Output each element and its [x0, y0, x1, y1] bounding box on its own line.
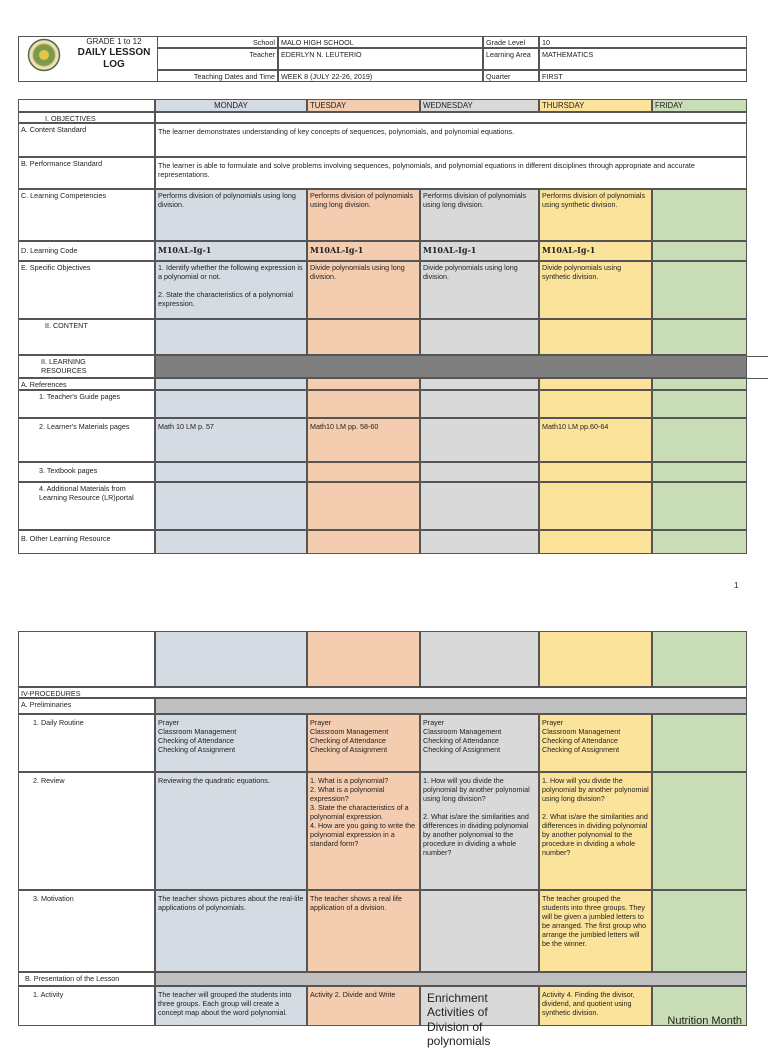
motivation-monday: The teacher shows pictures about the real-life applications of polynomials. — [155, 890, 307, 972]
other-resource-label: B. Other Learning Resource — [18, 530, 155, 554]
specific-objective-monday: 1. Identify whether the following expression is a polynomial or not. 2. State the characteristics of a polynomial expression. — [155, 261, 307, 319]
learners-materials-thursday: Math10 LM pp.60-64 — [539, 418, 652, 462]
specific-objective-tuesday: Divide polynomials using long division. — [307, 261, 420, 319]
content-standard-label: A. Content Standard — [18, 123, 155, 157]
presentation-label: B. Presentation of the Lesson — [18, 972, 155, 986]
teachers-guide-monday — [155, 390, 307, 418]
learning-code-thursday: M10AL-Ig-1 — [539, 241, 652, 261]
competency-friday — [652, 189, 747, 241]
motivation-wednesday — [420, 890, 539, 972]
additional-materials-label: 4. Additional Materials from Learning Resource (LR)portal — [18, 482, 155, 530]
motivation-tuesday: The teacher shows a real life application of a division. — [307, 890, 420, 972]
p2-top-wednesday — [420, 631, 539, 687]
procedures-heading: IV-PROCEDURES — [18, 687, 747, 698]
other-resource-friday — [652, 530, 747, 554]
review-tuesday: 1. What is a polynomial? 2. What is a polynomial expression? 3. State the characteristics of a polynomial expression. 4. How are you going to write the polynomial expression in a standard form? — [307, 772, 420, 890]
p2-top-thursday — [539, 631, 652, 687]
daily-routine-thursday: Prayer Classroom Management Checking of Attendance Checking of Assignment — [539, 714, 652, 772]
textbook-friday — [652, 462, 747, 482]
daily-routine-wednesday: Prayer Classroom Management Checking of Attendance Checking of Assignment — [420, 714, 539, 772]
daily-routine-monday: Prayer Classroom Management Checking of Attendance Checking of Assignment — [155, 714, 307, 772]
activity-wednesday: Enrichment Activities of Division of polynomials — [420, 986, 539, 1026]
references-tuesday — [307, 378, 420, 390]
learners-materials-tuesday: Math10 LM pp. 58-60 — [307, 418, 420, 462]
learning-resources-band — [155, 355, 747, 378]
p2-top-friday — [652, 631, 747, 687]
textbook-monday — [155, 462, 307, 482]
learners-materials-friday — [652, 418, 747, 462]
learning-code-label: D. Learning Code — [18, 241, 155, 261]
additional-materials-wednesday — [420, 482, 539, 530]
teacher-label: Teacher — [157, 48, 278, 70]
grade-level-label: Grade Level — [483, 36, 539, 48]
quarter-label: Quarter — [483, 70, 539, 82]
additional-materials-friday — [652, 482, 747, 530]
competency-wednesday: Performs division of polynomials using long division. — [420, 189, 539, 241]
textbook-tuesday — [307, 462, 420, 482]
learners-materials-monday: Math 10 LM p. 57 — [155, 418, 307, 462]
day-header-tuesday: TUESDAY — [307, 99, 420, 112]
dates-value: WEEK 8 (JULY 22-26, 2019) — [278, 70, 483, 82]
p2-top-tuesday — [307, 631, 420, 687]
competency-tuesday: Performs division of polynomials using long division. — [307, 189, 420, 241]
resources-rule-bottom — [747, 378, 768, 379]
day-header-blank — [18, 99, 155, 112]
teachers-guide-label: 1. Teacher's Guide pages — [18, 390, 155, 418]
additional-materials-monday — [155, 482, 307, 530]
dates-label: Teaching Dates and Time — [157, 70, 278, 82]
motivation-thursday: The teacher grouped the students into three groups. They will be given a jumbled letters to be arranged. The first group who arrange the jumbled letters will be the winner. — [539, 890, 652, 972]
specific-objective-thursday: Divide polynomials using synthetic division. — [539, 261, 652, 319]
other-resource-thursday — [539, 530, 652, 554]
daily-routine-friday — [652, 714, 747, 772]
review-label: 2. Review — [18, 772, 155, 890]
additional-materials-tuesday — [307, 482, 420, 530]
content-monday — [155, 319, 307, 355]
p2-top-monday — [155, 631, 307, 687]
activity-tuesday: Activity 2. Divide and Write — [307, 986, 420, 1026]
page-number: 1 — [734, 581, 739, 590]
review-thursday: 1. How will you divide the polynomial by another polynomial using long division? 2. What is/are the similarities and differences in dividing polynomial by another polynomial to the procedure in dividing a whole number? — [539, 772, 652, 890]
daily-routine-tuesday: Prayer Classroom Management Checking of Attendance Checking of Assignment — [307, 714, 420, 772]
daily-routine-label: 1. Daily Routine — [18, 714, 155, 772]
additional-materials-thursday — [539, 482, 652, 530]
school-label: School — [157, 36, 278, 48]
objectives-heading: I. OBJECTIVES — [18, 112, 155, 123]
preliminaries-label: A. Preliminaries — [18, 698, 155, 714]
grade-range: GRADE 1 to 12 — [86, 37, 142, 46]
learning-resources-label: II. LEARNING RESOURCES — [18, 355, 155, 378]
learning-area-label: Learning Area — [483, 48, 539, 70]
objectives-span — [155, 112, 747, 123]
quarter-value: FIRST — [539, 70, 747, 82]
motivation-label: 3. Motivation — [18, 890, 155, 972]
competencies-label: C. Learning Competencies — [18, 189, 155, 241]
day-header-monday: MONDAY — [155, 99, 307, 112]
review-friday — [652, 772, 747, 890]
learners-materials-wednesday — [420, 418, 539, 462]
content-wednesday — [420, 319, 539, 355]
presentation-band — [155, 972, 747, 986]
activity-monday: The teacher will grouped the students into three groups. Each group will create a concept map about the word polynomial. — [155, 986, 307, 1026]
specific-objectives-label: E. Specific Objectives — [18, 261, 155, 319]
motivation-friday — [652, 890, 747, 972]
references-label: A. References — [18, 378, 155, 390]
school-value: MALO HIGH SCHOOL — [278, 36, 483, 48]
activity-thursday: Activity 4. Finding the divisor, dividend, and quotient using synthetic division. — [539, 986, 652, 1026]
learning-code-wednesday: M10AL-Ig-1 — [420, 241, 539, 261]
teachers-guide-tuesday — [307, 390, 420, 418]
competency-thursday: Performs division of polynomials using synthetic division. — [539, 189, 652, 241]
teachers-guide-wednesday — [420, 390, 539, 418]
review-monday: Reviewing the quadratic equations. — [155, 772, 307, 890]
competency-monday: Performs division of polynomials using long division. — [155, 189, 307, 241]
teacher-value: EDERLYN N. LEUTERIO — [278, 48, 483, 70]
references-friday — [652, 378, 747, 390]
other-resource-tuesday — [307, 530, 420, 554]
resources-rule-top — [747, 356, 768, 357]
content-friday — [652, 319, 747, 355]
learning-code-monday: M10AL-Ig-1 — [155, 241, 307, 261]
teachers-guide-friday — [652, 390, 747, 418]
learning-area-value: MATHEMATICS — [539, 48, 747, 70]
day-header-wednesday: WEDNESDAY — [420, 99, 539, 112]
performance-standard-label: B. Performance Standard — [18, 157, 155, 189]
references-wednesday — [420, 378, 539, 390]
content-label: II. CONTENT — [18, 319, 155, 355]
teachers-guide-thursday — [539, 390, 652, 418]
dll-title: DAILY LESSON LOG — [77, 47, 151, 70]
content-thursday — [539, 319, 652, 355]
learning-code-friday — [652, 241, 747, 261]
day-header-thursday: THURSDAY — [539, 99, 652, 112]
specific-objective-wednesday: Divide polynomials using long division. — [420, 261, 539, 319]
textbook-label: 3. Textbook pages — [18, 462, 155, 482]
specific-objective-friday — [652, 261, 747, 319]
day-header-friday: FRIDAY — [652, 99, 747, 112]
review-wednesday: 1. How will you divide the polynomial by another polynomial using long division? 2. What is/are the similarities and differences in dividing polynomial by another polynomial to the procedure in dividing a whole number? — [420, 772, 539, 890]
content-standard-text: The learner demonstrates understanding of key concepts of sequences, polynomials, and polynomial equations. — [155, 123, 747, 157]
references-thursday — [539, 378, 652, 390]
learners-materials-label: 2. Learner's Materials pages — [18, 418, 155, 462]
references-monday — [155, 378, 307, 390]
grade-level-value: 10 — [539, 36, 747, 48]
activity-label: 1. Activity — [18, 986, 155, 1026]
preliminaries-band — [155, 698, 747, 714]
activity-friday: Nutrition Month — [652, 986, 747, 1026]
textbook-wednesday — [420, 462, 539, 482]
learning-code-tuesday: M10AL-Ig-1 — [307, 241, 420, 261]
p2-top-blank-label — [18, 631, 155, 687]
performance-standard-text: The learner is able to formulate and solve problems involving sequences, polynomials, and polynomial equations in different disciplines through appropriate and accurate representations. — [155, 157, 747, 189]
other-resource-monday — [155, 530, 307, 554]
other-resource-wednesday — [420, 530, 539, 554]
content-tuesday — [307, 319, 420, 355]
textbook-thursday — [539, 462, 652, 482]
